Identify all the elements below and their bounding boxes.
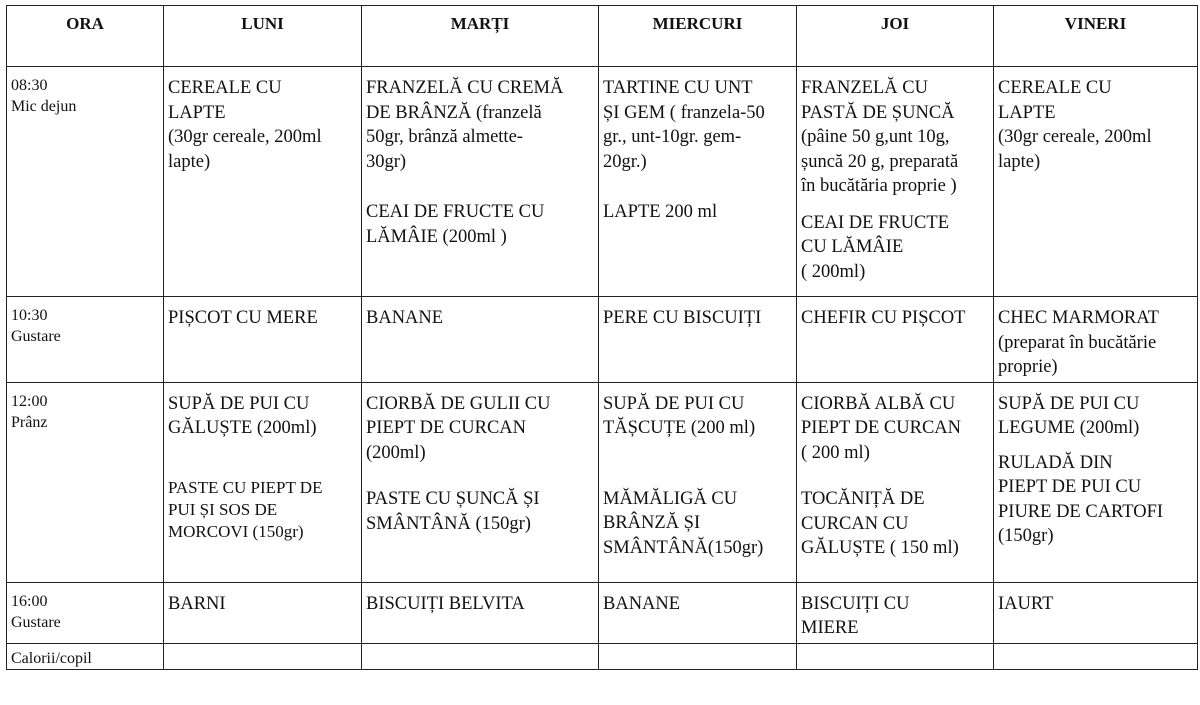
header-marti: MARȚI: [362, 6, 599, 67]
weekly-menu-table: [6, 5, 1198, 670]
calories-cell-vineri: [994, 643, 1198, 669]
menu-item: SUPĂ DE PUI CU LEGUME (200ml): [998, 393, 1140, 438]
time-label: 08:30: [11, 77, 48, 94]
table-row: [7, 297, 1198, 383]
header-joi: JOI: [797, 6, 994, 67]
menu-cell-joi: [797, 382, 994, 582]
calories-cell-miercuri: [599, 643, 797, 669]
menu-cell-luni: [164, 382, 362, 582]
menu-cell-vineri: [994, 297, 1198, 383]
menu-cell-luni: [164, 297, 362, 383]
time-cell: [7, 582, 164, 643]
header-vineri: VINERI: [994, 6, 1198, 67]
calories-label: Calorii/copil: [7, 643, 164, 669]
menu-item: PIȘCOT CU MERE: [168, 308, 318, 328]
time-cell: [7, 382, 164, 582]
time-label: 10:30: [11, 307, 48, 324]
menu-item: BARNI: [168, 593, 226, 614]
menu-item: BISCUIȚI BELVITA: [366, 593, 525, 614]
calories-row: [7, 643, 1198, 669]
menu-item-main: PASTE CU PIEPT DE PUI ȘI SOS DE MORCOVI (150gr): [168, 477, 323, 541]
header-ora: ORA: [7, 6, 164, 67]
meal-label: Gustare: [11, 613, 61, 631]
menu-item-main: TOCĂNIȚĂ DE CURCAN CU GĂLUȘTE ( 150 ml): [801, 489, 959, 558]
header-row: [7, 6, 1198, 67]
menu-item: SUPĂ DE PUI CU GĂLUȘTE (200ml): [168, 393, 317, 438]
menu-item: CIORBĂ ALBĂ CU PIEPT DE CURCAN ( 200 ml): [801, 393, 962, 463]
menu-item: FRANZELĂ CU PASTĂ DE ȘUNCĂ (pâine 50 g,unt 10g, șuncă 20 g, preparată în bucătăria proprie ): [801, 78, 959, 196]
menu-cell-miercuri: [599, 382, 797, 582]
menu-cell-joi: [797, 67, 994, 297]
menu-cell-vineri: [994, 382, 1198, 582]
menu-item: BANANE: [603, 593, 681, 614]
table-row: [7, 67, 1198, 297]
menu-item-main: PASTE CU ȘUNCĂ ȘI SMÂNTÂNĂ (150gr): [366, 489, 540, 534]
menu-cell-marti: [362, 582, 599, 643]
menu-item-drink: CEAI DE FRUCTE CU LĂMÂIE ( 200ml): [801, 212, 949, 282]
menu-item: CHEC MARMORAT (preparat în bucătărie proprie): [998, 308, 1159, 377]
meal-label: Prânz: [11, 413, 48, 431]
menu-cell-miercuri: [599, 297, 797, 383]
menu-item-main: RULADĂ DIN PIEPT DE PUI CU PIURE DE CARTOFI (150gr): [998, 452, 1164, 546]
menu-cell-miercuri: [599, 582, 797, 643]
menu-item: BISCUIȚI CU MIERE: [801, 593, 910, 638]
menu-cell-vineri: [994, 67, 1198, 297]
menu-item: PERE CU BISCUIȚI: [603, 308, 762, 328]
menu-cell-joi: [797, 297, 994, 383]
menu-item: IAURT: [998, 593, 1054, 614]
menu-item: CIORBĂ DE GULII CU PIEPT DE CURCAN (200ml): [366, 393, 551, 463]
menu-item: CHEFIR CU PIȘCOT: [801, 308, 966, 328]
menu-item-main: MĂMĂLIGĂ CU BRÂNZĂ ȘI SMÂNTÂNĂ(150gr): [603, 488, 764, 558]
time-cell: [7, 67, 164, 297]
menu-item: CEREALE CU LAPTE (30gr cereale, 200ml lapte): [998, 78, 1152, 172]
table-row: [7, 582, 1198, 643]
menu-item-drink: CEAI DE FRUCTE CU LĂMÂIE (200ml ): [366, 202, 545, 247]
time-cell: [7, 297, 164, 383]
menu-cell-miercuri: [599, 67, 797, 297]
time-label: 16:00: [11, 592, 48, 610]
calories-cell-luni: [164, 643, 362, 669]
meal-label: Gustare: [11, 328, 61, 345]
menu-cell-vineri: [994, 582, 1198, 643]
menu-item: CEREALE CU LAPTE (30gr cereale, 200ml lapte): [168, 78, 322, 172]
calories-cell-marti: [362, 643, 599, 669]
menu-item: TARTINE CU UNT ȘI GEM ( franzela-50 gr., unt-10gr. gem- 20gr.): [603, 78, 765, 172]
header-luni: LUNI: [164, 6, 362, 67]
menu-cell-luni: [164, 582, 362, 643]
menu-cell-marti: [362, 382, 599, 582]
calories-cell-joi: [797, 643, 994, 669]
menu-cell-marti: [362, 297, 599, 383]
menu-cell-marti: [362, 67, 599, 297]
menu-item: FRANZELĂ CU CREMĂ DE BRÂNZĂ (franzelă 50gr, brânză almette- 30gr): [366, 78, 564, 172]
meal-label: Mic dejun: [11, 98, 77, 115]
menu-cell-joi: [797, 582, 994, 643]
table-row: [7, 382, 1198, 582]
menu-item: SUPĂ DE PUI CU TĂȘCUȚE (200 ml): [603, 393, 756, 438]
header-miercuri: MIERCURI: [599, 6, 797, 67]
menu-item-drink: LAPTE 200 ml: [603, 202, 718, 222]
menu-item: BANANE: [366, 308, 444, 328]
menu-cell-luni: [164, 67, 362, 297]
time-label: 12:00: [11, 392, 48, 410]
